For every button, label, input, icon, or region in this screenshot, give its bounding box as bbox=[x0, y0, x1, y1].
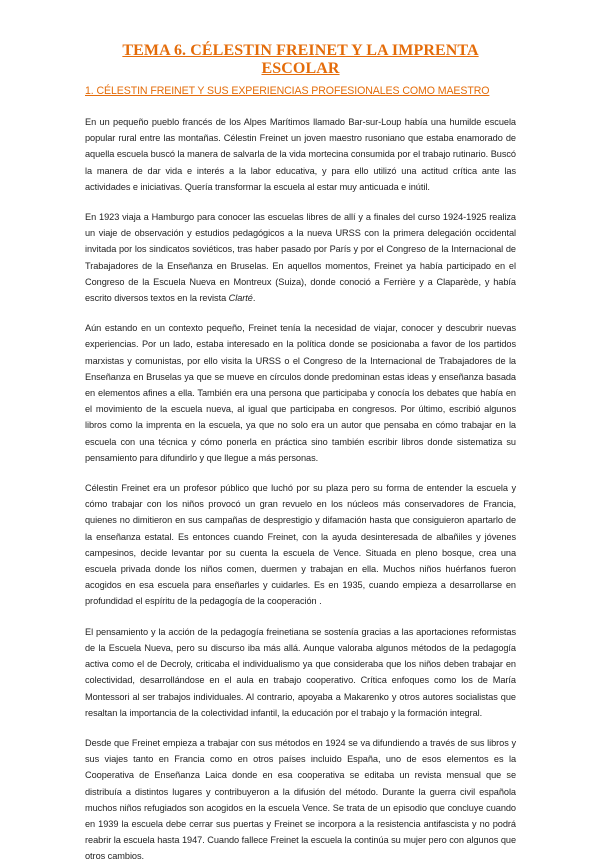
paragraph-5: El pensamiento y la acción de la pedagogía freinetiana se sostenía gracias a las aportaciones reformistas de la Escuela Nueva, pero su discurso iba más allá. Aunque valoraba algunos métodos de la pedagogía activa como el de Decroly, criticaba el individualismo ya que consideraba que los niños deben trabajar en colectividad, desarrollándose en el aula en trabajo cooperativo. Crítica enfoques como los de María Montessori al ser trabajos individuales. Al contrario, apoyaba a Makarenko y otros autores socialistas que resaltan la importancia de la colectividad infantil, la educación por el trabajo y la formación integral. bbox=[85, 626, 516, 718]
paragraph-1: En un pequeño pueblo francés de los Alpes Marítimos llamado Bar-sur-Loup había una humilde escuela popular rural entre las montañas. Célestin Freinet un joven maestro rusoniano que estaba enamorado de aquella escuela buscó la manera de salvarla de la vida mortecina consumida por el trabajo rutinario. Buscó la manera de dar vida e interés a la labor educativa, y para ello utilizó una actitud crítica ante las actividades e iniciativas. Quería transformar la escuela al estar muy anticuada e inútil. bbox=[85, 117, 516, 192]
paragraph-3: Aún estando en un contexto pequeño, Freinet tenía la necesidad de viajar, conocer y descubrir nuevas experiencias. Por un lado, estaba interesado en la política donde se posicionaba a favor de los partidos marxistas y comunistas, por ello visita la URSS o el Congreso de la Internacional de Trabajadores de la Enseñanza en Bruselas ya que se mueve en círculos donde predominan estas ideas y enseñanza basada en elementos afines a ella. También era una persona que participaba y conocía los debates que había en el movimiento de la escuela nueva, al igual que participaba en congresos. Por último, escribió algunos libros como la imprenta en la escuela, ya que no solo era un autor que pensaba en cómo trabajar en la escuela con una técnica y cómo ponerla en práctica sino también escribir libros donde sistematiza su pensamiento para difundirlo y que llegue a más personas. bbox=[85, 323, 516, 463]
paragraph-4: Célestin Freinet era un profesor público que luchó por su plaza pero su forma de entender la escuela y cómo trabajar con los niños provocó un gran revuelo en los núcleos más conservadores de Francia, quienes no dimitieron en sus campañas de desprestigio y difamación hasta que consiguieron apartarlo de la enseñanza estatal. Es entonces cuando Freinet, con la ayuda desinteresada de albañiles y jóvenes campesinos, decide levantar por su cuenta la escuela de Vence. Situada en pleno bosque, crea una escuela privada donde los niños comen, duermen y trabajan en ella. Muchos niños huérfanos fueron acogidos en esa escuela para enseñarles y cuidarles. Es en 1935, cuando empieza a desarrollarse en profundidad el espíritu de la pedagogía de la cooperación . bbox=[85, 483, 516, 607]
section-heading: 1. CÉLESTIN FREINET Y SUS EXPERIENCIAS PROFESIONALES COMO MAESTRO bbox=[85, 85, 490, 97]
document-title: TEMA 6. CÉLESTIN FREINET Y LA IMPRENTA ESCOLAR bbox=[122, 42, 479, 77]
paragraph-2-text: En 1923 viaja a Hamburgo para conocer las escuelas libres de allí y a finales del curso 1924-1925 realiza un viaje de observación y estudios pedagógicos a la nueva URSS con la primera delegación occidental invitada por los sindicatos soviéticos, tras haber pasado por París y por el Congreso de la Internacional de Trabajadores de la Enseñanza en Bruselas. En aquellos momentos, Freinet ya había participado en el Congreso de la Escuela Nueva en Montreux (Suiza), donde conoció a Ferrière y a Claparède, y había escrito diversos textos en la revista bbox=[85, 212, 516, 304]
paragraph-2-end: . bbox=[252, 293, 256, 304]
magazine-name: Clarté bbox=[228, 293, 253, 304]
paragraph-2 bbox=[85, 209, 516, 306]
paragraph-6: Desde que Freinet empieza a trabajar con sus métodos en 1924 se va difundiendo a través de sus libros y sus viajes tanto en Francia como en otros países incluido España, uno de esos elementos es la Cooperativa de Enseñanza Laica donde en esa cooperativa se editaba un revista mensual que se distribuía a distintos lugares y contribuyeron a la difusión del método. Durante la guerra civil española muchos niños refugiados son acogidos en la escuela Vence. Se trata de un episodio que concluye cuando en 1939 la escuela debe cerrar sus puertas y Freinet se incorpora a la resistencia antifascista y no podrá reabrir la escuela hasta 1947. Cuando fallece Freinet la escuela la continúa su mujer pero con algunos que otros cambios. bbox=[85, 737, 516, 862]
